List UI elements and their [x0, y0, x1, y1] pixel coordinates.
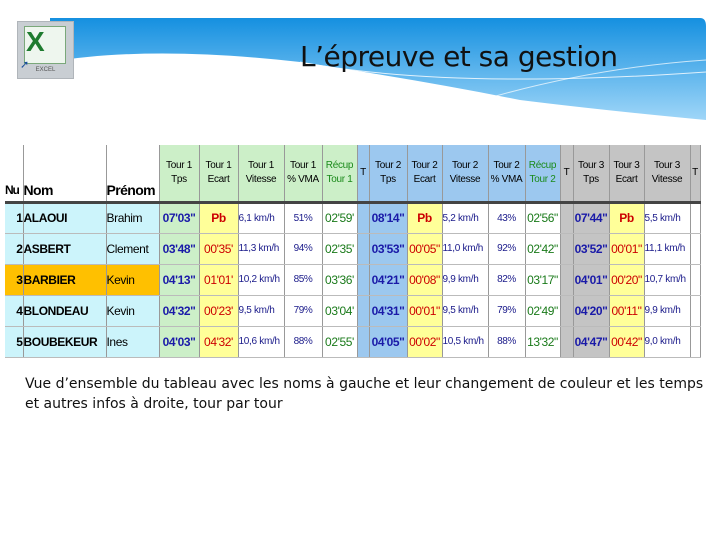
cell-tour2-recovery[interactable]: 03'17": [525, 264, 560, 295]
cell-tour3-speed[interactable]: 9,0 km/h: [644, 326, 690, 357]
cell-tour3-speed[interactable]: 10,7 km/h: [644, 264, 690, 295]
cell-first-name[interactable]: Kevin: [106, 295, 159, 326]
cell-tour2-speed[interactable]: 11,0 km/h: [442, 233, 488, 264]
cell-tour3-speed[interactable]: 9,9 km/h: [644, 295, 690, 326]
cell-tour1-recovery[interactable]: 02'59': [322, 202, 357, 233]
column-header-tour2-recovery[interactable]: Récup Tour 2: [525, 145, 560, 202]
cell-t-col[interactable]: [357, 233, 369, 264]
cell-tour3-time[interactable]: 04'47": [573, 326, 609, 357]
cell-tour1-time[interactable]: 04'03": [159, 326, 199, 357]
cell-tour1-time[interactable]: 07'03": [159, 202, 199, 233]
cell-first-name[interactable]: Clement: [106, 233, 159, 264]
table-row: [5, 295, 700, 326]
cell-first-name[interactable]: Kevin: [106, 264, 159, 295]
cell-t-col[interactable]: [357, 264, 369, 295]
cell-tour2-vma[interactable]: 43%: [488, 202, 525, 233]
cell-last-name[interactable]: BOUBEKEUR: [23, 326, 106, 357]
excel-x-logo: X: [26, 26, 45, 57]
cell-tour2-gap[interactable]: Pb: [407, 202, 442, 233]
cell-tour2-recovery[interactable]: 13'32": [525, 326, 560, 357]
cell-tour1-gap[interactable]: Pb: [199, 202, 238, 233]
cell-tour1-vma[interactable]: 88%: [284, 326, 322, 357]
cell-last-name[interactable]: BARBIER: [23, 264, 106, 295]
cell-tour1-speed[interactable]: 6,1 km/h: [238, 202, 284, 233]
cell-number[interactable]: 3: [5, 264, 23, 295]
cell-tour2-vma[interactable]: 82%: [488, 264, 525, 295]
cell-tour2-vma[interactable]: 92%: [488, 233, 525, 264]
cell-tour1-speed[interactable]: 11,3 km/h: [238, 233, 284, 264]
cell-tour1-recovery[interactable]: 02'35': [322, 233, 357, 264]
cell-tour1-vma[interactable]: 85%: [284, 264, 322, 295]
cell-tour3-gap[interactable]: Pb: [609, 202, 644, 233]
column-header-number[interactable]: Nu: [5, 145, 23, 202]
cell-last-name[interactable]: ALAOUI: [23, 202, 106, 233]
slide-caption: Vue d’ensemble du tableau avec les noms à gauche et leur changement de couleur et les temps et autres infos à droite, tour par tour: [25, 376, 704, 412]
cell-tour2-speed[interactable]: 5,2 km/h: [442, 202, 488, 233]
cell-tour3-gap[interactable]: 00'42": [609, 326, 644, 357]
cell-number[interactable]: 4: [5, 295, 23, 326]
column-header-t-col[interactable]: T: [690, 145, 700, 202]
shortcut-arrow-icon: ➚: [20, 59, 30, 71]
cell-t-col[interactable]: [560, 264, 573, 295]
cell-tour2-speed[interactable]: 9,9 km/h: [442, 264, 488, 295]
cell-t-col[interactable]: [560, 233, 573, 264]
cell-tour2-recovery[interactable]: 02'42": [525, 233, 560, 264]
table-row: [5, 233, 700, 264]
cell-first-name[interactable]: Brahim: [106, 202, 159, 233]
cell-t-col[interactable]: [690, 233, 700, 264]
table-row: [5, 326, 700, 357]
cell-tour2-time[interactable]: 04'21": [369, 264, 407, 295]
cell-tour1-time[interactable]: 04'13": [159, 264, 199, 295]
column-header-last-name[interactable]: Nom: [23, 145, 106, 202]
column-header-t-col[interactable]: T: [357, 145, 369, 202]
column-header-tour1-vma[interactable]: Tour 1 % VMA: [284, 145, 322, 202]
cell-tour1-vma[interactable]: 51%: [284, 202, 322, 233]
cell-tour2-time[interactable]: 08'14": [369, 202, 407, 233]
excel-shortcut-icon[interactable]: [17, 21, 74, 79]
column-header-tour1-gap[interactable]: Tour 1 Ecart: [199, 145, 238, 202]
cell-number[interactable]: 5: [5, 326, 23, 357]
cell-t-col[interactable]: [690, 295, 700, 326]
cell-tour1-gap[interactable]: 04'32': [199, 326, 238, 357]
cell-tour1-gap[interactable]: 00'23': [199, 295, 238, 326]
cell-tour2-time[interactable]: 04'31": [369, 295, 407, 326]
cell-t-col[interactable]: [357, 295, 369, 326]
cell-last-name[interactable]: ASBERT: [23, 233, 106, 264]
cell-tour1-recovery[interactable]: 03'04': [322, 295, 357, 326]
cell-t-col[interactable]: [560, 295, 573, 326]
slide-title: L’épreuve et sa gestion: [300, 40, 618, 73]
table-row: [5, 264, 700, 295]
cell-tour1-speed[interactable]: 9,5 km/h: [238, 295, 284, 326]
cell-last-name[interactable]: BLONDEAU: [23, 295, 106, 326]
column-header-tour1-time[interactable]: Tour 1 Tps: [159, 145, 199, 202]
results-spreadsheet: [5, 145, 701, 358]
cell-tour2-vma[interactable]: 88%: [488, 326, 525, 357]
cell-t-col[interactable]: [357, 326, 369, 357]
cell-tour3-time[interactable]: 07'44": [573, 202, 609, 233]
cell-t-col[interactable]: [560, 326, 573, 357]
column-header-tour3-speed[interactable]: Tour 3 Vitesse: [644, 145, 690, 202]
cell-number[interactable]: 1: [5, 202, 23, 233]
cell-t-col[interactable]: [357, 202, 369, 233]
cell-t-col[interactable]: [690, 326, 700, 357]
cell-tour2-speed[interactable]: 9,5 km/h: [442, 295, 488, 326]
column-header-first-name[interactable]: Prénom: [106, 145, 159, 202]
cell-tour2-time[interactable]: 03'53": [369, 233, 407, 264]
cell-tour1-speed[interactable]: 10,6 km/h: [238, 326, 284, 357]
column-header-tour2-time[interactable]: Tour 2 Tps: [369, 145, 407, 202]
cell-tour1-speed[interactable]: 10,2 km/h: [238, 264, 284, 295]
cell-tour1-gap[interactable]: 00'35': [199, 233, 238, 264]
cell-tour1-recovery[interactable]: 02'55': [322, 326, 357, 357]
column-header-tour3-time[interactable]: Tour 3 Tps: [573, 145, 609, 202]
icon-label: EXCEL: [35, 67, 56, 73]
cell-first-name[interactable]: Ines: [106, 326, 159, 357]
column-header-tour3-gap[interactable]: Tour 3 Ecart: [609, 145, 644, 202]
cell-tour1-time[interactable]: 04'32": [159, 295, 199, 326]
cell-tour1-time[interactable]: 03'48": [159, 233, 199, 264]
cell-tour2-speed[interactable]: 10,5 km/h: [442, 326, 488, 357]
cell-t-col[interactable]: [690, 264, 700, 295]
cell-tour2-time[interactable]: 04'05": [369, 326, 407, 357]
cell-tour3-speed[interactable]: 5,5 km/h: [644, 202, 690, 233]
cell-tour2-gap[interactable]: 00'02": [407, 326, 442, 357]
cell-tour1-gap[interactable]: 01'01': [199, 264, 238, 295]
cell-tour2-gap[interactable]: 00'08": [407, 264, 442, 295]
cell-tour2-gap[interactable]: 00'05": [407, 233, 442, 264]
column-header-tour1-recovery[interactable]: Récup Tour 1: [322, 145, 357, 202]
column-header-tour2-gap[interactable]: Tour 2 Ecart: [407, 145, 442, 202]
cell-tour3-speed[interactable]: 11,1 km/h: [644, 233, 690, 264]
cell-t-col[interactable]: [560, 202, 573, 233]
cell-tour3-time[interactable]: 04'20": [573, 295, 609, 326]
column-header-tour2-vma[interactable]: Tour 2 % VMA: [488, 145, 525, 202]
column-header-t-col[interactable]: T: [560, 145, 573, 202]
cell-tour1-vma[interactable]: 79%: [284, 295, 322, 326]
cell-tour2-gap[interactable]: 00'01": [407, 295, 442, 326]
cell-tour2-recovery[interactable]: 02'49": [525, 295, 560, 326]
table-row: [5, 202, 700, 233]
cell-tour2-vma[interactable]: 79%: [488, 295, 525, 326]
cell-tour3-gap[interactable]: 00'01": [609, 233, 644, 264]
cell-tour3-time[interactable]: 04'01": [573, 264, 609, 295]
cell-tour1-vma[interactable]: 94%: [284, 233, 322, 264]
cell-t-col[interactable]: [690, 202, 700, 233]
cell-tour2-recovery[interactable]: 02'56": [525, 202, 560, 233]
column-header-tour1-speed[interactable]: Tour 1 Vitesse: [238, 145, 284, 202]
cell-tour1-recovery[interactable]: 03'36': [322, 264, 357, 295]
cell-tour3-gap[interactable]: 00'20": [609, 264, 644, 295]
cell-tour3-time[interactable]: 03'52": [573, 233, 609, 264]
column-header-tour2-speed[interactable]: Tour 2 Vitesse: [442, 145, 488, 202]
cell-tour3-gap[interactable]: 00'11": [609, 295, 644, 326]
cell-number[interactable]: 2: [5, 233, 23, 264]
